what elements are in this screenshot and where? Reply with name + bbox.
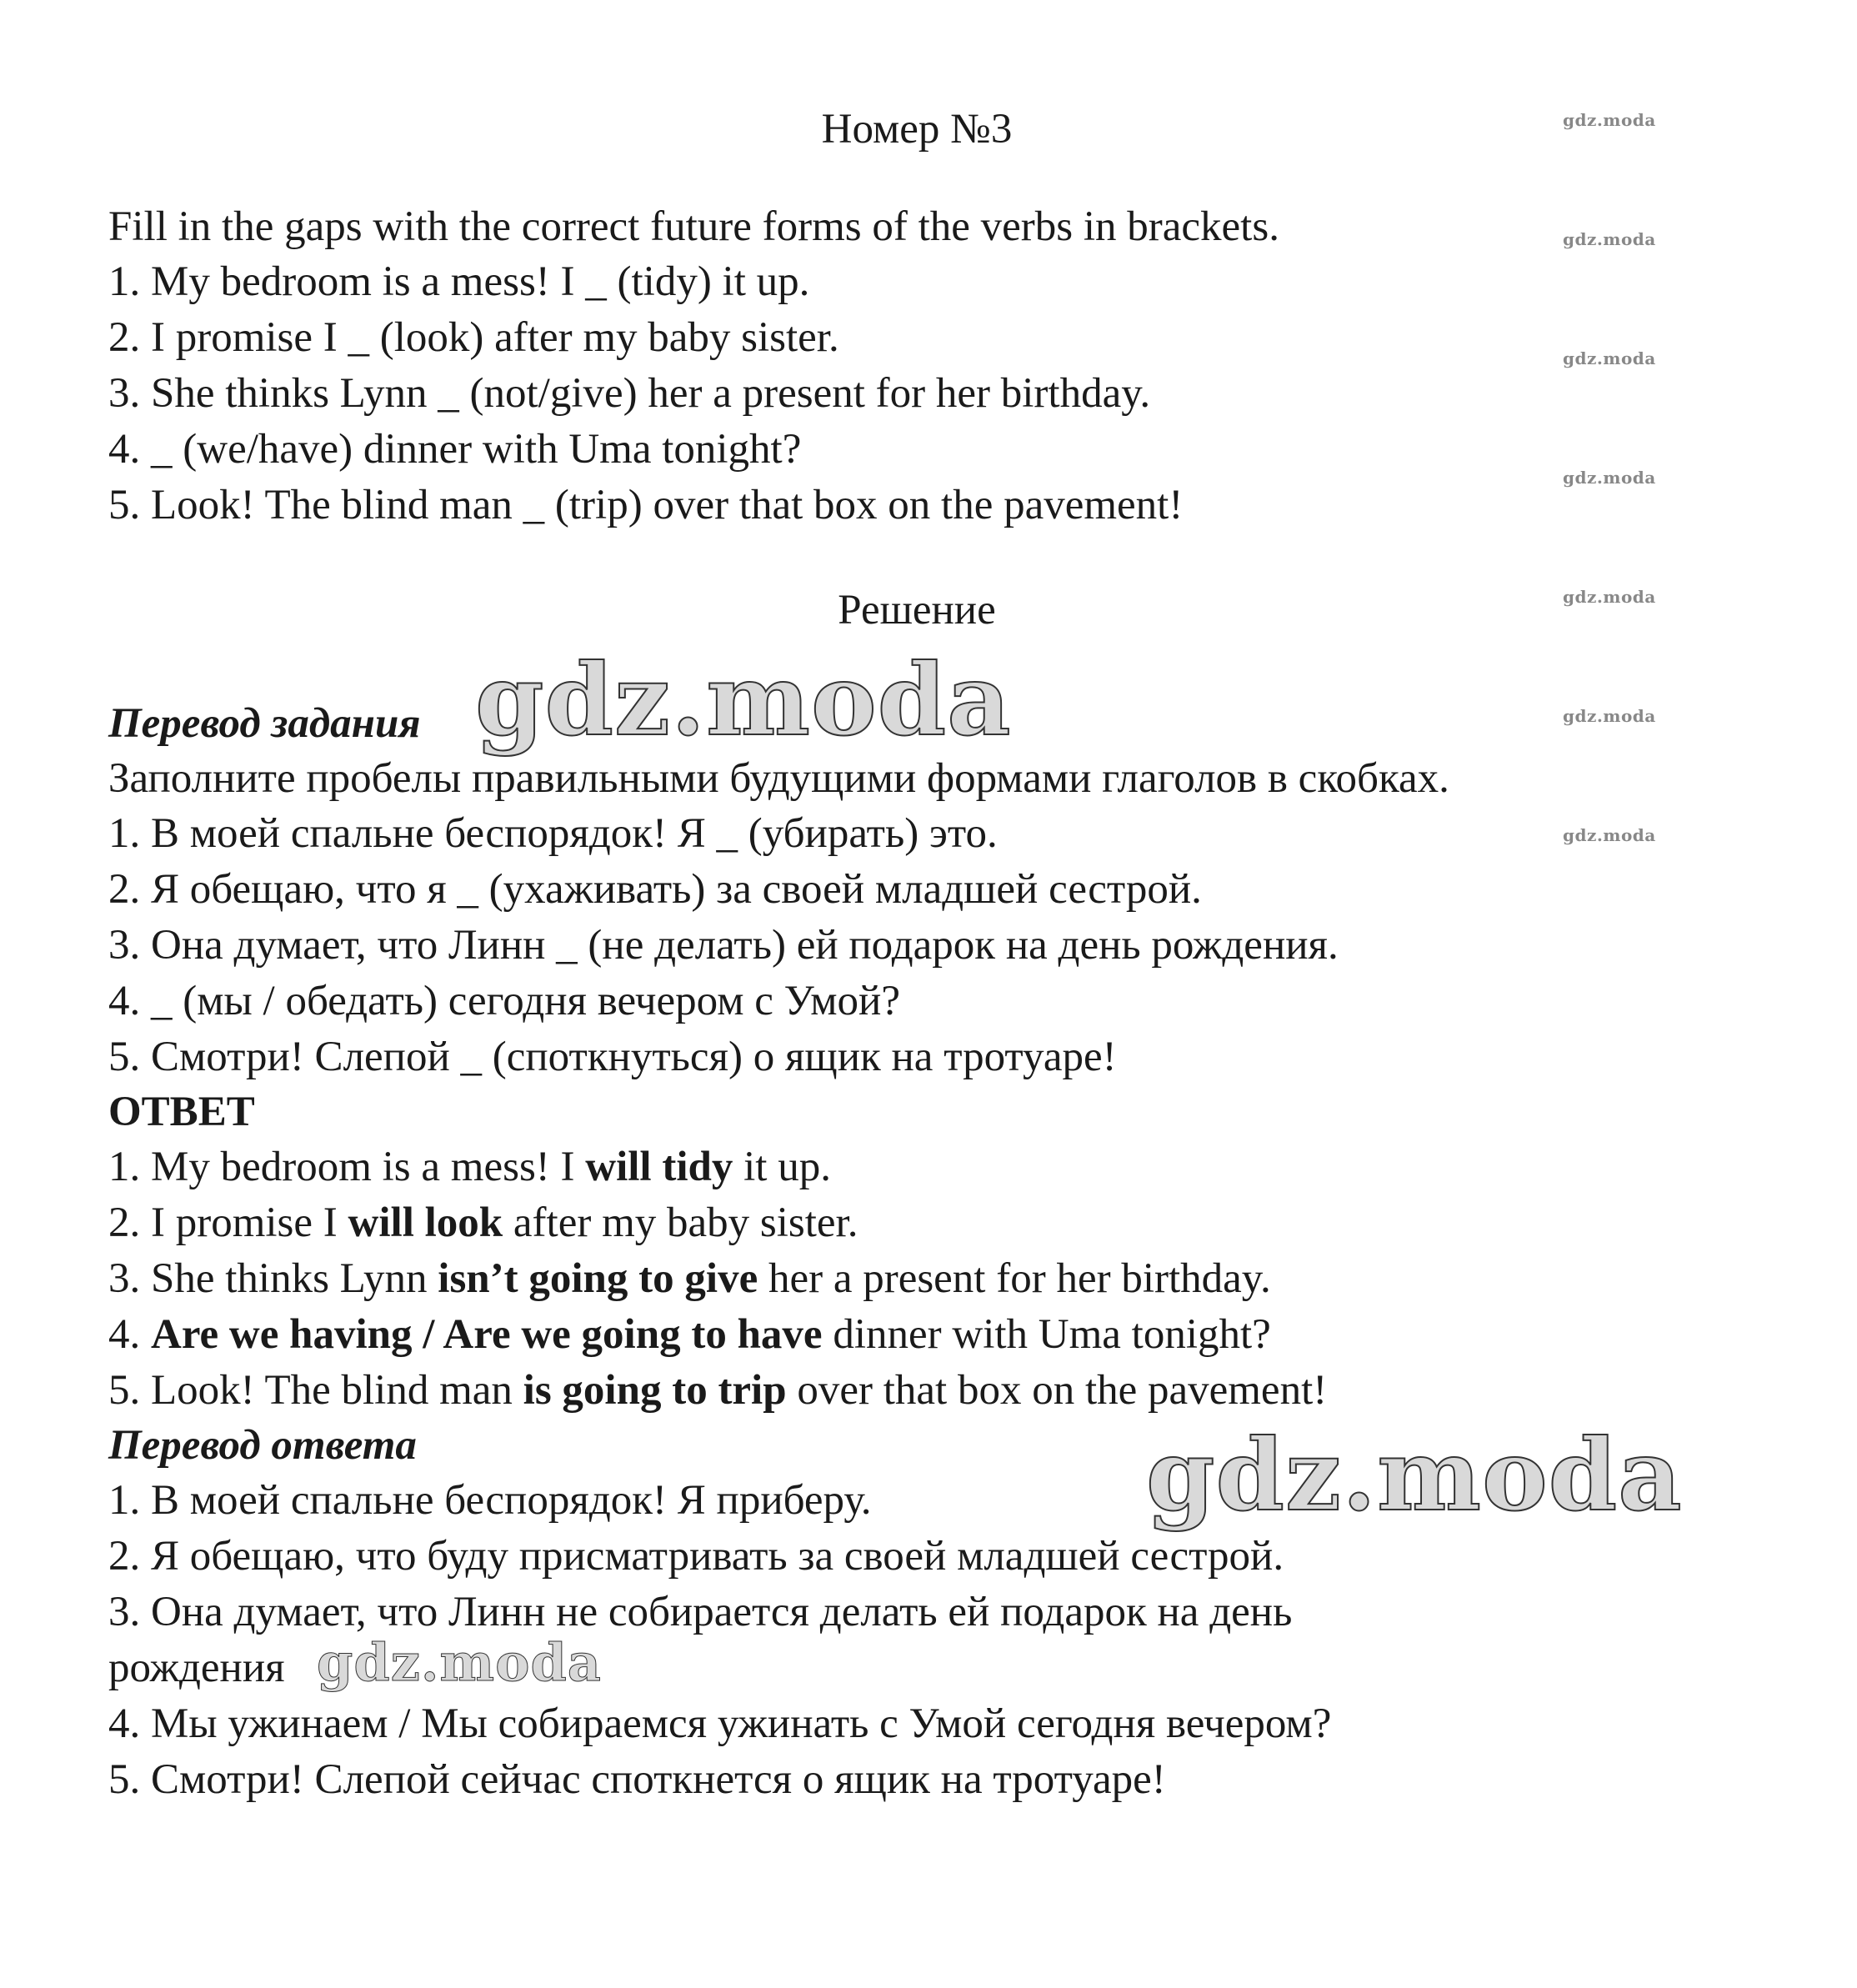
answer-translation-heading: Перевод ответа	[108, 1422, 417, 1469]
task-translation-item: 1. В моей спальне беспорядок! Я _ (убирать) это.	[108, 810, 998, 857]
solution-title: Решение	[838, 587, 996, 633]
watermark-large: gdz.moda	[317, 1632, 602, 1693]
answer-item: 5. Look! The blind man is going to trip over that box on the pavement!	[108, 1367, 1328, 1414]
watermark-small: gdz.moda	[1563, 706, 1656, 726]
task-translation-heading: Перевод задания	[108, 700, 421, 747]
watermark-small: gdz.moda	[1563, 825, 1656, 845]
answer-heading: ОТВЕТ	[108, 1089, 255, 1135]
watermark-small: gdz.moda	[1563, 229, 1656, 249]
answer-item: 2. I promise I will look after my baby sister.	[108, 1199, 858, 1246]
answer-item: 3. She thinks Lynn isn’t going to give her a present for her birthday.	[108, 1255, 1271, 1302]
watermark-large: gdz.moda	[1146, 1417, 1683, 1533]
page-title: Номер №3	[821, 106, 1013, 153]
answer-item: 1. My bedroom is a mess! I will tidy it up.	[108, 1144, 831, 1190]
answer-translation-item: 3. Она думает, что Линн не собирается делать ей подарок на день	[108, 1589, 1293, 1635]
watermark-small: gdz.moda	[1563, 110, 1656, 130]
watermark-small: gdz.moda	[1563, 468, 1656, 488]
answer-translation-item: 2. Я обещаю, что буду присматривать за своей младшей сестрой.	[108, 1533, 1284, 1580]
task-item: 1. My bedroom is a mess! I _ (tidy) it up.	[108, 258, 810, 305]
task-translation-instruction: Заполните пробелы правильными будущими формами глаголов в скобках.	[108, 755, 1449, 802]
task-item: 2. I promise I _ (look) after my baby sister.	[108, 314, 839, 361]
task-translation-item: 5. Смотри! Слепой _ (споткнуться) о ящик на тротуаре!	[108, 1034, 1117, 1080]
task-translation-item: 4. _ (мы / обедать) сегодня вечером с Умой?	[108, 978, 900, 1024]
watermark-small: gdz.moda	[1563, 587, 1656, 607]
task-instruction: Fill in the gaps with the correct future forms of the verbs in brackets.	[108, 203, 1279, 250]
task-item: 3. She thinks Lynn _ (not/give) her a present for her birthday.	[108, 370, 1151, 417]
answer-translation-item: 1. В моей спальне беспорядок! Я приберу.	[108, 1477, 872, 1524]
task-translation-item: 3. Она думает, что Линн _ (не делать) ей подарок на день рождения.	[108, 922, 1339, 969]
answer-translation-item: рождения	[108, 1645, 285, 1691]
answer-translation-item: 4. Мы ужинаем / Мы собираемся ужинать с Умой сегодня вечером?	[108, 1700, 1332, 1747]
task-item: 5. Look! The blind man _ (trip) over that box on the pavement!	[108, 482, 1184, 528]
watermark-large: gdz.moda	[475, 642, 1012, 758]
answer-item: 4. Are we having / Are we going to have dinner with Uma tonight?	[108, 1311, 1271, 1358]
watermark-small: gdz.moda	[1563, 348, 1656, 368]
task-translation-item: 2. Я обещаю, что я _ (ухаживать) за своей младшей сестрой.	[108, 866, 1202, 913]
answer-translation-item: 5. Смотри! Слепой сейчас споткнется о ящик на тротуаре!	[108, 1756, 1166, 1803]
task-item: 4. _ (we/have) dinner with Uma tonight?	[108, 426, 802, 473]
